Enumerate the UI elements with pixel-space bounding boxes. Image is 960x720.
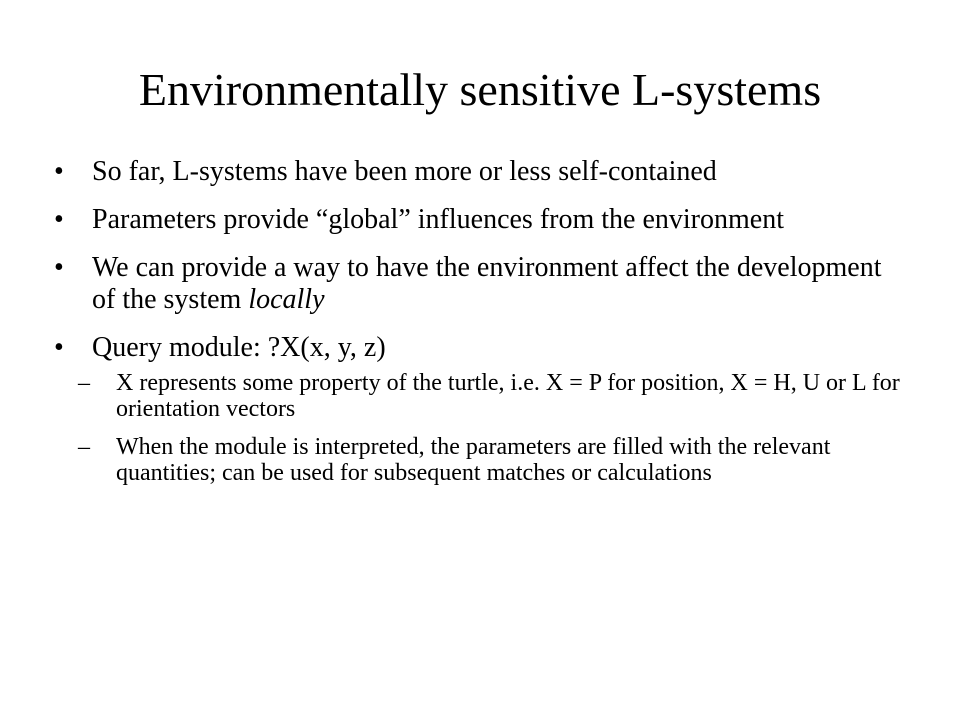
bullet-text: So far, L-systems have been more or less self-contained [92,156,717,187]
bullet-item [54,156,904,188]
bullet-text: Parameters provide “global” influences from the environment [92,204,784,235]
dash-marker: – [78,434,90,460]
dash-marker: – [78,370,90,396]
sub-bullet-item [78,370,904,422]
sub-bullet-list [78,370,904,486]
bullet-item [54,204,904,236]
sub-bullet-text: When the module is interpreted, the parameters are filled with the relevant quantities; can be used for subsequent matches or calculations [116,434,831,486]
bullet-item [54,252,904,316]
slide-title: Environmentally sensitive L-systems [138,64,822,115]
bullet-marker: • [54,252,64,283]
bullet-text: Query module: ?X(x, y, z) [92,332,386,363]
sub-bullet-text: X represents some property of the turtle, i.e. X = P for position, X = H, U or L for orientation vectors [116,370,900,422]
bullet-emphasis: locally [248,284,325,315]
sub-bullet-item [78,434,904,486]
bullet-marker: • [54,204,64,235]
bullet-list [54,156,904,502]
bullet-marker: • [54,156,64,187]
bullet-marker: • [54,332,64,363]
bullet-text: We can provide a way to have the environment affect the development of the system [92,252,882,315]
bullet-item [54,332,904,486]
